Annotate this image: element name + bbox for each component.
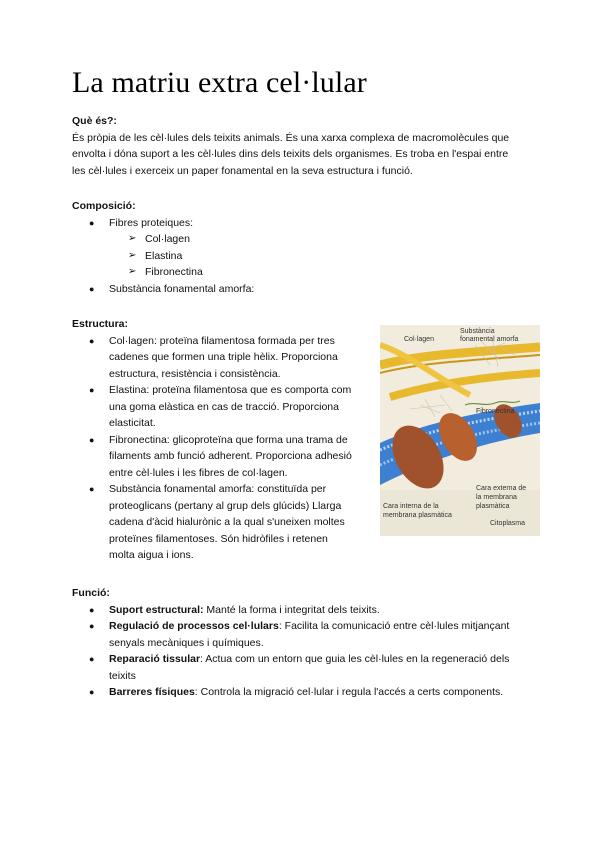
item-bold-label: Barreres físiques (109, 686, 195, 698)
paragraph-line: envolta i dóna suport a les cèl·lules dins dels teixits dels organismes. Es troba en l'espai entre (72, 148, 509, 160)
section-heading: Estructura: (72, 318, 129, 330)
list-item-colagen (72, 333, 372, 383)
item-line: proteoglicans (pertany al grup dels glúcids) Llarga (109, 499, 342, 512)
item-line: una goma elàstica en cas de tracció. Proporciona (109, 400, 339, 413)
item-line: ● Col·lagen: proteïna filamentosa formada per tres (109, 334, 335, 347)
list-item-regulacio (72, 618, 542, 651)
item-text-cont: senyals mecàniques i químiques. (109, 636, 264, 649)
item-text: : Facilita la comunicació entre cèl·lules mitjançant (278, 620, 510, 632)
item-text-cont: teixits (109, 669, 136, 682)
item-line: estructura, resistència i consistència. (109, 367, 281, 380)
list-item-substancia (72, 481, 372, 564)
item-line: cadena d'àcid hialurònic a la qual s'uneixen moltes (109, 516, 345, 528)
paragraph-line: les cèl·lules i exerceix un paper fonamental en la seva estructura i funció. (72, 164, 413, 177)
figure-label-fibronectina: Fibronectina (476, 408, 515, 415)
item-line: ● Substància fonamental amorfa: constituïda per (109, 483, 327, 495)
item-bold-label: Regulació de processos cel·lulars (109, 620, 279, 632)
figure-label-cara-interna-2: membrana plasmàtica (383, 512, 452, 519)
section-funcio (72, 585, 542, 701)
item-line: elasticitat. (109, 417, 156, 429)
paragraph-line: És pròpia de les cèl·lules dels teixits animals. És una xarxa complexa de macromolècules que (72, 131, 510, 144)
list-item: ● Substància fonamental amorfa: (72, 281, 542, 298)
sub-list-item: ➢ Fibronectina (72, 264, 542, 281)
list-item-elastina (72, 382, 372, 432)
figure-label-cara-externa-1: Cara externa de (476, 485, 527, 492)
section-heading: Composició: (72, 200, 136, 212)
sub-list-item: ➢ Col·lagen (72, 231, 542, 248)
item-text: : Controla la migració cel·lular i regula l'accés a certs components. (194, 686, 504, 698)
list-item-barreres (72, 684, 542, 701)
item-text: : Actua com un entorn que guia les cèl·lules en la regeneració dels (200, 653, 510, 665)
item-text: Manté la forma i integritat dels teixits. (203, 603, 380, 616)
item-line: filaments amb funció adherent. Proporciona adhesió (109, 450, 352, 462)
section-estructura (72, 316, 372, 564)
item-line: entre cèl·lules i les fibres de col·lagen. (109, 466, 288, 479)
item-line: ● Elastina: proteïna filamentosa que es comporta com (109, 384, 352, 396)
item-bold-label: Reparació tissular (109, 653, 201, 665)
figure-label-cara-externa-3: plasmàtica (476, 503, 510, 510)
section-composicio (72, 198, 542, 297)
section-heading: Què és?: (72, 115, 117, 127)
item-line: molta aigua i ions. (109, 549, 194, 561)
page-title: La matriu extra cel·lular (72, 66, 367, 99)
item-line: cadenes que formen una triple hèlix. Proporciona (109, 351, 338, 363)
figure-label-substancia-1: Substància (460, 328, 495, 335)
list-item-reparacio (72, 651, 542, 684)
extracellular-matrix-illustration (380, 325, 540, 536)
figure-label-substancia-2: fonamental amorfa (460, 336, 519, 343)
figure-label-cara-interna-1: Cara interna de la (383, 503, 439, 510)
item-line: proteïnes filamentoses. Són hidròfiles i retenen (109, 532, 328, 545)
figure-label-collagen: Col·lagen (404, 336, 434, 343)
sub-list-item: ➢ Elastina (72, 248, 542, 265)
list-item-suport (72, 602, 542, 619)
figure-label-citoplasma: Citoplasma (490, 520, 526, 527)
section-heading: Funció: (72, 587, 110, 599)
figure-label-cara-externa-2: la membrana (476, 494, 517, 501)
item-line: ● Fibronectina: glicoproteïna que forma una trama de (109, 433, 348, 446)
item-bold-label: Suport estructural: (109, 603, 204, 616)
section-que-es (72, 113, 542, 179)
list-item-fibronectina (72, 432, 372, 482)
list-item: ● Fibres proteiques: (72, 215, 542, 232)
